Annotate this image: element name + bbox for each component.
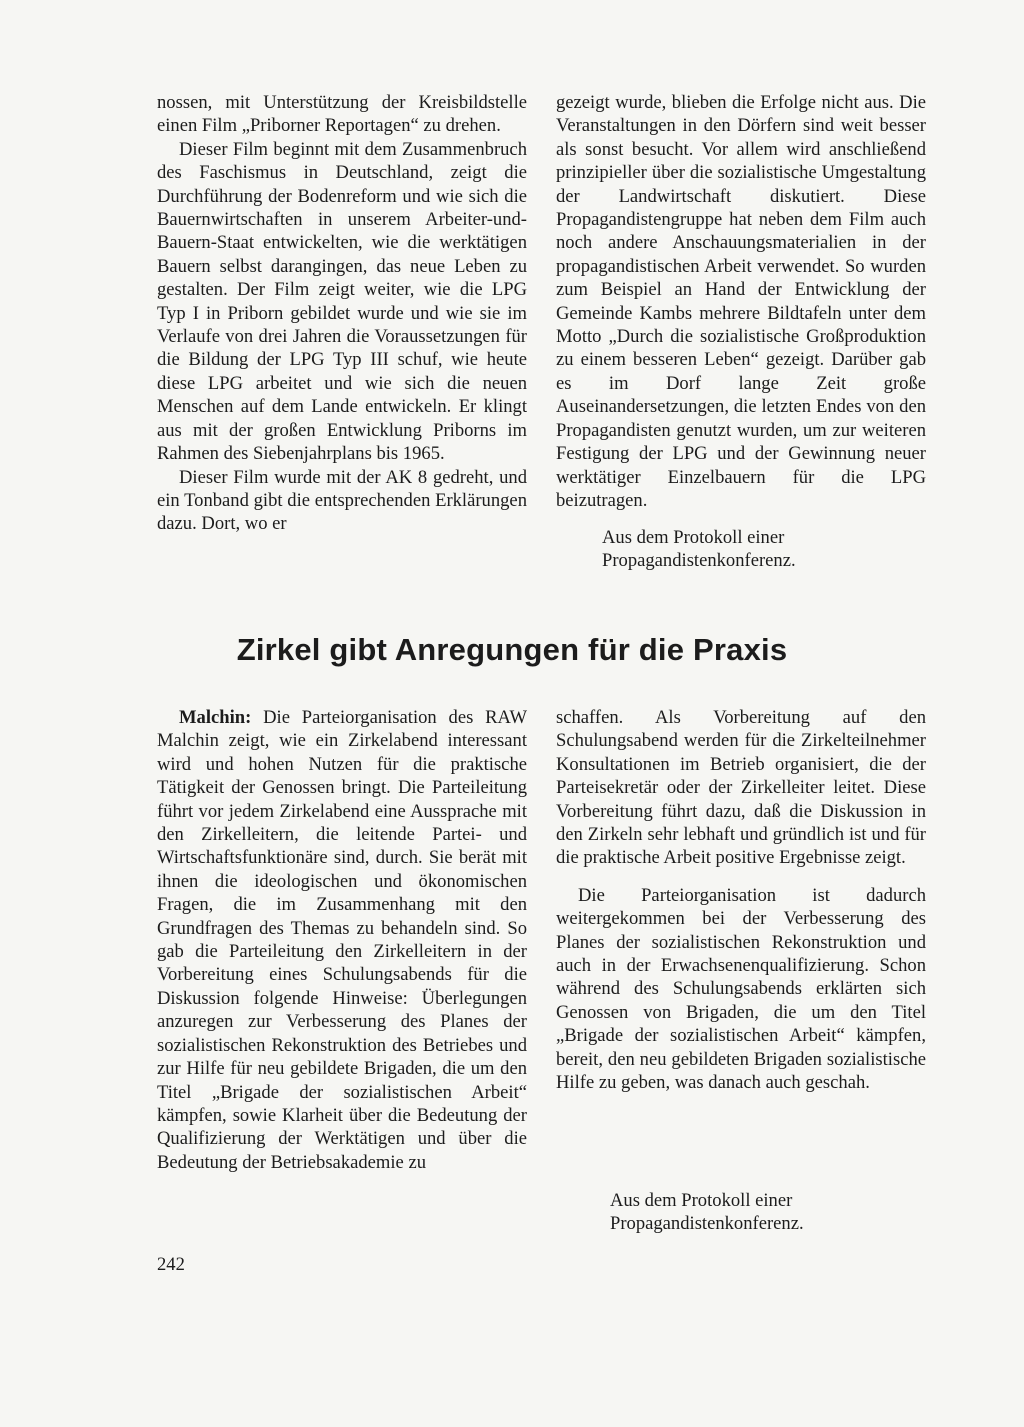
paragraph: Die Parteiorganisation ist dadurch weitergekommen bei der Verbesserung des Planes der sozialistischen Rekonstruktion und auch in der Erwachsenenqualifizierung. Schon während des Schulungsabends erklärten sich Genossen von Brigaden, die um den Titel „Brigade der sozialistischen Arbeit“ kämpfen, bereit, den neu gebildeten Brigaden sozialistische Hilfe zu geben, was danach auch geschah. (556, 884, 926, 1094)
dateline-place: Malchin: (179, 707, 252, 728)
paragraph: schaffen. Als Vorbereitung auf den Schulungsabend werden für die Zirkelteilnehmer Konsultationen im Betrieb organisiert, die der Parteisekretär oder der Zirkelleiter leitet. Diese Vorbereitung führt dazu, daß die Diskussion in den Zirkeln sehr lebhaft und gründlich ist und für die praktische Arbeit positive Ergebnisse zeigt. (556, 707, 926, 869)
source-note: Aus dem Protokoll einer Propagandistenkonferenz. (610, 1190, 804, 1235)
page-number: 242 (157, 1254, 185, 1275)
article-left-column (157, 706, 527, 1174)
paragraph (157, 706, 527, 1174)
paragraph: Dieser Film beginnt mit dem Zusammenbruch des Faschismus in Deutschland, zeigt die Durchführung der Bodenreform und wie sich die Bauernwirtschaften in unserem Arbeiter-und-Bauern-Staat entwickelten, wie die werktätigen Bauern selbst darangingen, das neue Leben zu gestalten. Der Film zeigt weiter, wie die LPG Typ I in Priborn gebildet wurde und wie sie im Verlaufe von drei Jahren die Voraussetzungen für die Bildung der LPG Typ III schuf, wie heute diese LPG arbeitet und wie sich die neuen Menschen auf dem Lande entwickeln. Er klingt aus mit der großen Entwicklung Priborns im Rahmen des Siebenjahrplans bis 1965. (157, 138, 527, 465)
paragraph: Dieser Film wurde mit der AK 8 gedreht, und ein Tonband gibt die entsprechenden Erklärungen dazu. Dort, wo er (157, 466, 527, 535)
source-note: Aus dem Protokoll einer Propagandistenkonferenz. (602, 527, 796, 572)
paragraph-text: Die Parteiorganisation des RAW Malchin zeigt, wie ein Zirkelabend interessant wird und hohen Nutzen für die praktische Tätigkeit der Genossen bringt. Die Parteileitung führt vor jedem Zirkelabend eine Aussprache mit den Zirkelleitern, die leitende Partei- und Wirtschaftsfunktionäre sind, durch. Sie berät mit ihnen die ideologischen und ökonomischen Fragen, die im Zusammenhang mit den Grundfragen des Themas zu behandeln sind. So gab die Parteileitung den Zirkelleitern in der Vorbereitung eines Schulungsabends für die Diskussion folgende Hinweise: Überlegungen anzuregen zur Verbesserung des Planes der sozialistischen Rekonstruktion des Betriebes und zur Hilfe für neu gebildete Brigaden, die um den Titel „Brigade der sozialistischen Arbeit“ kämpfen, sowie Klarheit über die Bedeutung der Qualifizierung der Werktätigen und über die Bedeutung der Betriebsakademie zu (157, 707, 527, 1173)
article-right-column (556, 706, 926, 1095)
paragraph: gezeigt wurde, blieben die Erfolge nicht aus. Die Veranstaltungen in den Dörfern sind weit besser als sonst besucht. Vor allem wird anschließend prinzipieller über die sozialistische Umgestaltung der Landwirtschaft diskutiert. Diese Propagandistengruppe hat neben dem Film auch noch andere Anschauungsmaterialien in der propagandistischen Arbeit verwendet. So wurden zum Beispiel an Hand der Entwicklung der Gemeinde Kambs mehrere Bildtafeln unter dem Motto „Durch die sozialistische Großproduktion zu einem besseren Leben“ gezeigt. Darüber gab es im Dorf lange Zeit große Auseinandersetzungen, die letzten Endes von den Propagandisten genutzt wurden, um zur weiteren Festigung der LPG und der Gewinnung neuer werktätiger Einzelbauern für die LPG beizutragen. (556, 92, 926, 511)
paragraph: nossen, mit Unterstützung der Kreisbildstelle einen Film „Priborner Reportagen“ zu drehen. (157, 92, 527, 137)
top-right-column (556, 91, 926, 512)
top-left-column (157, 91, 527, 536)
article-headline: Zirkel gibt Anregungen für die Praxis (236, 632, 788, 667)
